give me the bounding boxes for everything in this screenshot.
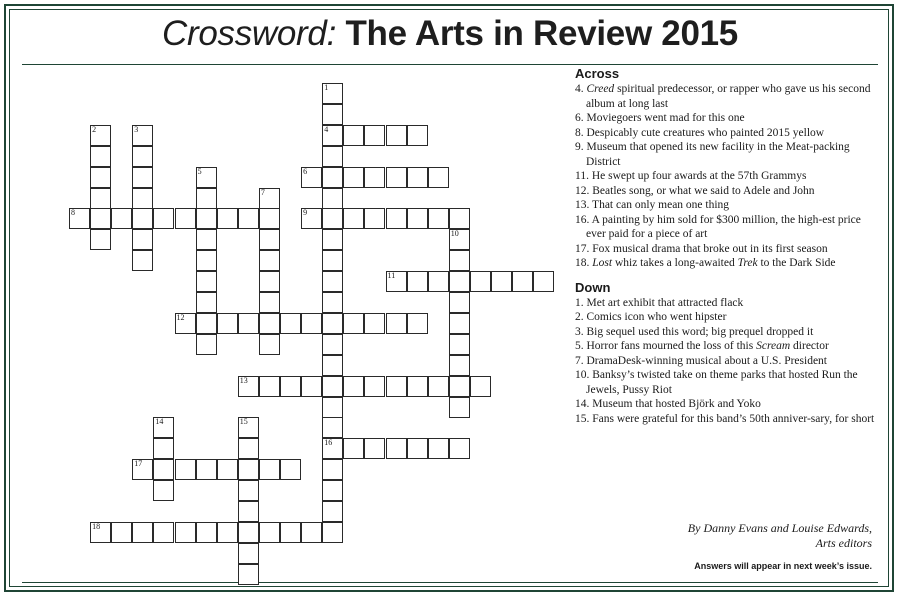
down-clue-14: 14. Museum that hosted Björk and Yoko (575, 398, 761, 410)
grid-cell[interactable] (90, 167, 111, 188)
grid-cell[interactable] (449, 208, 470, 229)
grid-cell[interactable] (259, 208, 280, 229)
grid-cell[interactable] (111, 208, 132, 229)
grid-cell[interactable] (449, 334, 470, 355)
across-clue-4: 4. Creed spiritual predecessor, or rapper who gave us his second album at long last (575, 83, 871, 110)
clue-number: 16 (324, 438, 333, 448)
grid-cell[interactable] (386, 313, 407, 334)
grid-cell[interactable] (428, 167, 449, 188)
down-clue-7: 7. DramaDesk-winning musical about a U.S. President (575, 354, 827, 367)
grid-cell[interactable] (449, 292, 470, 313)
across-clue-8: 8. Despicably cute creatures who painted 2015 yellow (575, 126, 825, 139)
clue-number: 7 (260, 187, 265, 197)
grid-cell[interactable] (343, 208, 364, 229)
grid-cell[interactable] (322, 522, 343, 543)
clue-number: 13 (239, 375, 248, 385)
grid-cell[interactable] (343, 438, 364, 459)
grid-cell[interactable] (322, 501, 343, 522)
title-prefix: Crossword: (162, 14, 336, 53)
grid-cell[interactable] (259, 188, 280, 209)
grid-cell[interactable] (175, 522, 196, 543)
grid-cell[interactable] (301, 208, 322, 229)
grid-cell[interactable] (322, 438, 343, 459)
down-clue-15: 15. Fans were grateful for this band’s 50th anniver-sary, for short (575, 412, 875, 425)
grid-cell[interactable] (386, 125, 407, 146)
down-clue-2: 2. Comics icon who went hipster (575, 311, 727, 323)
grid-cell[interactable] (322, 271, 343, 292)
grid-cell[interactable] (407, 167, 428, 188)
grid-cell[interactable] (259, 313, 280, 334)
grid-cell[interactable] (470, 271, 491, 292)
grid-cell[interactable] (259, 271, 280, 292)
down-clue-10: 10. Banksy’s twisted take on theme parks that hosted Run the Jewels, Pussy Riot (575, 369, 858, 396)
grid-cell[interactable] (238, 543, 259, 564)
grid-cell[interactable] (69, 208, 90, 229)
grid-cell[interactable] (322, 292, 343, 313)
grid-cell[interactable] (132, 208, 153, 229)
grid-cell[interactable] (238, 480, 259, 501)
grid-cell[interactable] (238, 438, 259, 459)
clue-number: 1 (324, 83, 329, 92)
grid-cell[interactable] (196, 208, 217, 229)
grid-cell[interactable] (301, 522, 322, 543)
grid-cell[interactable] (343, 167, 364, 188)
grid-cell[interactable] (470, 376, 491, 397)
grid-cell[interactable] (343, 313, 364, 334)
grid-cell[interactable] (428, 438, 449, 459)
across-clue-13: 13. That can only mean one thing (575, 199, 730, 211)
grid-cell[interactable] (238, 501, 259, 522)
clue-number: 9 (303, 208, 308, 218)
grid-cell[interactable] (449, 271, 470, 292)
grid-cell[interactable] (132, 167, 153, 188)
across-clue-11: 11. He swept up four awards at the 57th Grammys (575, 170, 807, 182)
clue-number: 8 (71, 208, 75, 218)
grid-cell[interactable] (301, 167, 322, 188)
grid-cell[interactable] (238, 313, 259, 334)
grid-cell[interactable] (322, 334, 343, 355)
grid-cell[interactable] (111, 522, 132, 543)
clue-number: 14 (155, 417, 164, 427)
grid-cell[interactable] (153, 417, 174, 438)
grid-cell[interactable] (90, 522, 111, 543)
grid-cell[interactable] (343, 376, 364, 397)
grid-cell[interactable] (512, 271, 533, 292)
grid-cell[interactable] (322, 229, 343, 250)
clue-number: 17 (134, 459, 143, 469)
grid-cell[interactable] (196, 250, 217, 271)
grid-cell[interactable] (132, 146, 153, 167)
across-clue-9: 9. Museum that opened its new facility in the Meat-packing District (575, 141, 850, 168)
grid-cell[interactable] (238, 417, 259, 438)
grid-cell[interactable] (259, 334, 280, 355)
across-heading: Across (575, 66, 620, 81)
grid-cell[interactable] (428, 271, 449, 292)
byline (688, 521, 872, 551)
grid-cell[interactable] (153, 438, 174, 459)
title-rule (22, 64, 878, 65)
grid-cell[interactable] (322, 250, 343, 271)
grid-cell[interactable] (153, 522, 174, 543)
grid-cell[interactable] (386, 376, 407, 397)
grid-cell[interactable] (322, 376, 343, 397)
grid-cell[interactable] (364, 167, 385, 188)
grid-cell[interactable] (196, 522, 217, 543)
grid-cell[interactable] (132, 229, 153, 250)
grid-cell[interactable] (343, 125, 364, 146)
grid-cell[interactable] (90, 188, 111, 209)
grid-cell[interactable] (259, 459, 280, 480)
clue-number: 10 (450, 229, 459, 239)
grid-cell[interactable] (196, 313, 217, 334)
grid-cell[interactable] (238, 208, 259, 229)
grid-cell[interactable] (407, 313, 428, 334)
grid-cell[interactable] (280, 313, 301, 334)
grid-cell[interactable] (301, 376, 322, 397)
grid-cell[interactable] (533, 271, 554, 292)
grid-cell[interactable] (280, 522, 301, 543)
grid-cell[interactable] (322, 459, 343, 480)
grid-cell[interactable] (322, 83, 343, 104)
bottom-rule (22, 582, 878, 583)
grid-cell[interactable] (322, 146, 343, 167)
grid-cell[interactable] (449, 355, 470, 376)
grid-cell[interactable] (259, 376, 280, 397)
grid-cell[interactable] (407, 125, 428, 146)
grid-cell[interactable] (322, 104, 343, 125)
grid-cell[interactable] (364, 125, 385, 146)
grid-cell[interactable] (386, 438, 407, 459)
grid-cell[interactable] (449, 250, 470, 271)
grid-cell[interactable] (217, 522, 238, 543)
grid-cell[interactable] (386, 208, 407, 229)
grid-cell[interactable] (322, 397, 343, 418)
grid-cell[interactable] (259, 522, 280, 543)
grid-cell[interactable] (407, 376, 428, 397)
grid-cell[interactable] (449, 376, 470, 397)
clue-number: 15 (239, 417, 248, 427)
grid-cell[interactable] (449, 313, 470, 334)
grid-cell[interactable] (449, 229, 470, 250)
grid-cell[interactable] (364, 208, 385, 229)
grid-cell[interactable] (364, 438, 385, 459)
clue-number: 3 (134, 124, 139, 134)
grid-cell[interactable] (132, 459, 153, 480)
grid-cell[interactable] (301, 313, 322, 334)
grid-cell[interactable] (153, 480, 174, 501)
grid-cell[interactable] (322, 355, 343, 376)
across-clue-list (575, 82, 875, 271)
grid-cell[interactable] (153, 459, 174, 480)
across-clue-18: 18. Lost whiz takes a long-awaited Trek to the Dark Side (575, 257, 836, 269)
grid-cell[interactable] (175, 459, 196, 480)
grid-cell[interactable] (217, 208, 238, 229)
down-clue-5: 5. Horror fans mourned the loss of this Scream director (575, 340, 829, 352)
grid-cell[interactable] (238, 564, 259, 585)
grid-cell[interactable] (175, 208, 196, 229)
grid-cell[interactable] (322, 417, 343, 438)
grid-cell[interactable] (322, 480, 343, 501)
grid-cell[interactable] (491, 271, 512, 292)
grid-cell[interactable] (407, 271, 428, 292)
down-clue-3: 3. Big sequel used this word; big prequel dropped it (575, 325, 814, 338)
grid-cell[interactable] (238, 459, 259, 480)
grid-cell[interactable] (238, 522, 259, 543)
clue-number: 18 (92, 521, 101, 531)
grid-cell[interactable] (322, 125, 343, 146)
grid-cell[interactable] (322, 167, 343, 188)
grid-cell[interactable] (386, 167, 407, 188)
grid-cell[interactable] (280, 376, 301, 397)
grid-cell[interactable] (449, 438, 470, 459)
down-clue-1: 1. Met art exhibit that attracted flack (575, 296, 744, 309)
clue-number: 2 (92, 124, 97, 134)
clues-panel (575, 66, 875, 426)
grid-cell[interactable] (132, 522, 153, 543)
grid-cell[interactable] (175, 313, 196, 334)
grid-cell[interactable] (322, 208, 343, 229)
byline-authors: By Danny Evans and Louise Edwards, (687, 521, 872, 535)
across-clue-17: 17. Fox musical drama that broke out in its first season (575, 242, 828, 255)
title-main: The Arts in Review 2015 (345, 14, 738, 53)
byline-role: Arts editors (815, 536, 872, 550)
grid-cell[interactable] (364, 313, 385, 334)
grid-cell[interactable] (132, 188, 153, 209)
grid-cell[interactable] (196, 167, 217, 188)
grid-cell[interactable] (449, 397, 470, 418)
grid-cell[interactable] (238, 376, 259, 397)
grid-cell[interactable] (90, 208, 111, 229)
answers-note: Answers will appear in next week’s issue. (694, 561, 872, 571)
across-clue-16: 16. A painting by him sold for $300 million, the high-est price ever paid for a piece of art (575, 213, 861, 240)
grid-cell[interactable] (428, 208, 449, 229)
clue-number: 5 (197, 166, 202, 176)
clue-number: 11 (387, 271, 396, 281)
grid-cell[interactable] (386, 271, 407, 292)
grid-cell[interactable] (322, 313, 343, 334)
grid-cell[interactable] (364, 376, 385, 397)
clue-number: 12 (176, 312, 185, 322)
grid-cell[interactable] (90, 146, 111, 167)
grid-cell[interactable] (407, 438, 428, 459)
grid-cell[interactable] (217, 313, 238, 334)
grid-cell[interactable] (196, 292, 217, 313)
grid-cell[interactable] (259, 229, 280, 250)
grid-cell[interactable] (196, 271, 217, 292)
across-clue-6: 6. Moviegoers went mad for this one (575, 112, 745, 124)
across-clue-12: 12. Beatles song, or what we said to Adele and John (575, 184, 815, 197)
grid-cell[interactable] (217, 459, 238, 480)
grid-cell[interactable] (407, 208, 428, 229)
grid-cell[interactable] (196, 334, 217, 355)
grid-cell[interactable] (90, 229, 111, 250)
grid-cell[interactable] (132, 250, 153, 271)
grid-cell[interactable] (280, 459, 301, 480)
down-clue-list (575, 296, 875, 427)
down-heading: Down (575, 279, 611, 295)
grid-cell[interactable] (322, 188, 343, 209)
grid-cell[interactable] (259, 292, 280, 313)
grid-cell[interactable] (196, 459, 217, 480)
grid-cell[interactable] (428, 376, 449, 397)
grid-cell[interactable] (196, 188, 217, 209)
clue-number: 6 (303, 166, 308, 176)
grid-cell[interactable] (132, 125, 153, 146)
clue-number: 4 (324, 124, 329, 134)
grid-cell[interactable] (259, 250, 280, 271)
page-title (0, 14, 900, 54)
grid-cell[interactable] (153, 208, 174, 229)
grid-cell[interactable] (196, 229, 217, 250)
grid-cell[interactable] (90, 125, 111, 146)
